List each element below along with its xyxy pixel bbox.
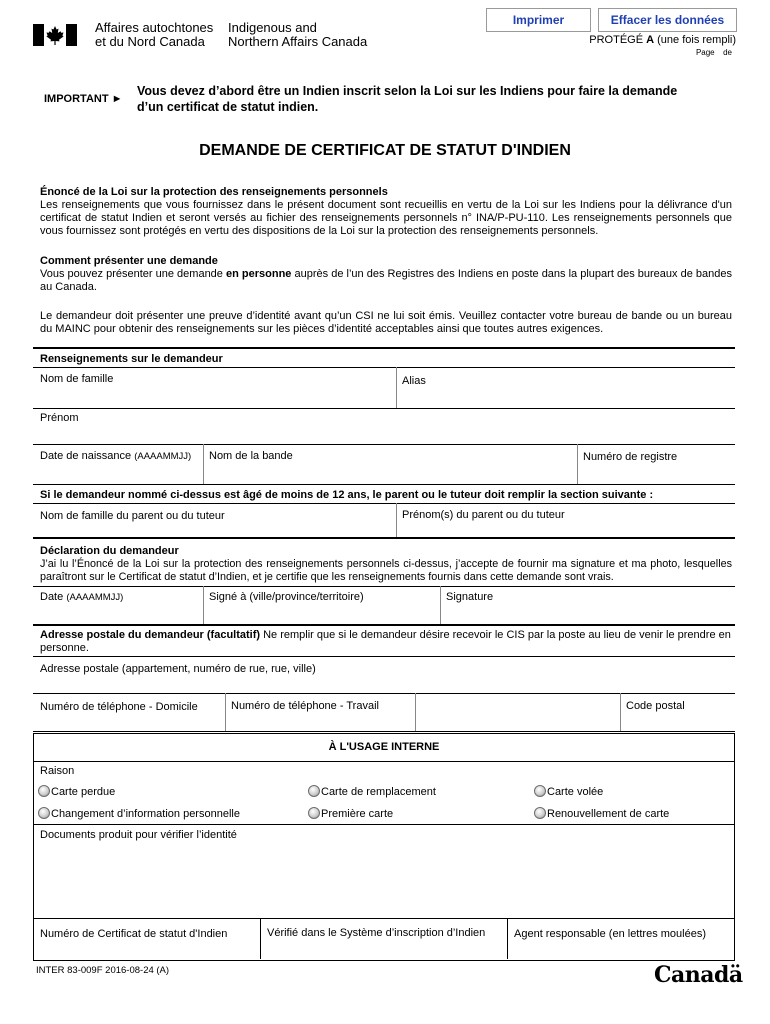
phone-work-field[interactable]: Numéro de téléphone - Travail bbox=[231, 700, 379, 712]
mailing-note: Ne remplir que si le demandeur désire recevoir le CIS par la poste au lieu de venir le prendre en personne. bbox=[40, 629, 731, 654]
page-of: de bbox=[723, 48, 732, 57]
dept-en-line2: Northern Affairs Canada bbox=[228, 34, 368, 49]
how-to-heading: Comment présenter une demande bbox=[40, 255, 218, 267]
divider bbox=[260, 918, 261, 959]
page-label: Page bbox=[695, 48, 715, 57]
divider bbox=[203, 586, 204, 624]
protected-prefix: PROTÉGÉ bbox=[589, 34, 644, 46]
department-name-fr bbox=[95, 21, 213, 49]
alias-field[interactable]: Alias bbox=[402, 375, 426, 387]
applicant-heading: Renseignements sur le demandeur bbox=[40, 353, 223, 365]
protected-level: A bbox=[646, 34, 655, 46]
family-name-field[interactable]: Nom de famille bbox=[40, 373, 114, 385]
important-line1: Vous devez d’abord être un Indien inscrit selon la Loi sur les Indiens pour faire la demande bbox=[137, 84, 678, 98]
canada-wordmark bbox=[654, 962, 743, 988]
divider bbox=[34, 824, 734, 825]
divider bbox=[33, 367, 735, 368]
identity-documents-field[interactable]: Documents produit pour vérifier l’identité bbox=[40, 829, 237, 841]
registry-number-field[interactable]: Numéro de registre bbox=[583, 451, 678, 463]
divider bbox=[225, 693, 226, 731]
certificate-number-field[interactable]: Numéro de Certificat de statut d'Indien bbox=[40, 928, 228, 940]
radio-icon[interactable] bbox=[38, 785, 50, 797]
section-divider bbox=[33, 537, 735, 539]
privacy-heading: Énoncé de la Loi sur la protection des renseignements personnels bbox=[40, 186, 388, 198]
divider bbox=[33, 484, 735, 485]
clear-data-button[interactable]: Effacer les données bbox=[598, 8, 737, 32]
divider bbox=[620, 693, 621, 731]
divider bbox=[33, 656, 735, 657]
how-to-text-after: auprès de l’un des Registres des Indiens en poste dans la plupart des bureaux de bandes au Canada. bbox=[40, 268, 732, 293]
wordmark-text: Canadä bbox=[654, 962, 743, 988]
divider bbox=[33, 731, 735, 732]
phone-home-field[interactable]: Numéro de téléphone - Domicile bbox=[40, 701, 198, 713]
declaration-heading: Déclaration du demandeur bbox=[40, 545, 179, 557]
section-divider bbox=[33, 347, 735, 349]
how-to-text-before: Vous pouvez présenter une demande bbox=[40, 268, 223, 280]
divider bbox=[440, 586, 441, 624]
radio-icon[interactable] bbox=[308, 785, 320, 797]
print-button[interactable]: Imprimer bbox=[486, 8, 591, 32]
divider bbox=[33, 586, 735, 587]
mailing-heading bbox=[40, 629, 732, 655]
option-label: Carte perdue bbox=[51, 786, 116, 798]
divider bbox=[396, 367, 397, 408]
dept-fr-line1: Affaires autochtones bbox=[95, 20, 214, 35]
divider bbox=[34, 918, 734, 919]
department-name-en bbox=[228, 21, 367, 49]
important-notice bbox=[137, 83, 677, 115]
dept-en-line1: Indigenous and bbox=[228, 20, 317, 35]
form-number: INTER 83-009F 2016-08-24 (A) bbox=[36, 965, 170, 976]
how-to-text-2: Le demandeur doit présenter une preuve d’identité avant qu’un CSI ne lui soit émis. Veuillez contacter votre bureau de bande ou un bureau du MAINC pour obtenir des renseignements sur les pièces d’identité acceptables ainsi que toutes autres exigences. bbox=[40, 310, 732, 335]
radio-icon[interactable] bbox=[308, 807, 320, 819]
band-name-field[interactable]: Nom de la bande bbox=[209, 450, 293, 462]
radio-icon[interactable] bbox=[534, 807, 546, 819]
internal-use-heading: À L'USAGE INTERNE bbox=[328, 741, 440, 753]
signed-at-field[interactable]: Signé à (ville/province/territoire) bbox=[209, 591, 364, 603]
decl-date-label: Date bbox=[40, 591, 64, 603]
form-title: DEMANDE DE CERTIFICAT DE STATUT D'INDIEN bbox=[199, 142, 571, 159]
decl-date-format: (AAAAMMJJ) bbox=[66, 592, 124, 603]
dob-label: Date de naissance bbox=[40, 450, 132, 462]
protected-classification bbox=[589, 34, 736, 46]
dob-format: (AAAAMMJJ) bbox=[134, 451, 192, 462]
option-label: Renouvellement de carte bbox=[547, 808, 670, 820]
signature-field[interactable]: Signature bbox=[446, 591, 494, 603]
verified-field[interactable]: Vérifié dans le Système d’inscription d’Indien bbox=[267, 927, 486, 939]
divider bbox=[507, 918, 508, 959]
section-divider bbox=[33, 624, 735, 626]
how-to-text-bold: en personne bbox=[226, 268, 292, 280]
mailing-address-field[interactable]: Adresse postale (appartement, numéro de rue, rue, ville) bbox=[40, 663, 316, 675]
declaration-text: J’ai lu l’Énoncé de la Loi sur la protection des renseignements personnels ci-dessus, j’accepte de fournir ma signature et ma photo, lesquelles paraîtront sur le Certificat de statut d’Indien, et je certifie que les renseignements fournis dans cette demande sont vrais. bbox=[40, 558, 732, 583]
option-renewal[interactable] bbox=[534, 807, 669, 821]
postal-code-field[interactable]: Code postal bbox=[626, 700, 685, 712]
option-stolen-card[interactable] bbox=[534, 785, 603, 799]
important-label: IMPORTANT ► bbox=[44, 93, 123, 105]
divider bbox=[203, 444, 204, 484]
divider bbox=[33, 408, 735, 409]
option-label: Carte volée bbox=[547, 786, 604, 798]
option-lost-card[interactable] bbox=[38, 785, 115, 799]
option-label: Changement d’information personnelle bbox=[51, 808, 240, 820]
agent-field[interactable]: Agent responsable (en lettres moulées) bbox=[514, 928, 706, 940]
dept-fr-line2: et du Nord Canada bbox=[95, 34, 205, 49]
mailing-heading-bold: Adresse postale du demandeur (facultatif) bbox=[40, 629, 261, 641]
guardian-family-name-field[interactable]: Nom de famille du parent ou du tuteur bbox=[40, 510, 225, 522]
divider bbox=[577, 444, 578, 484]
divider bbox=[33, 693, 735, 694]
protected-suffix: (une fois rempli) bbox=[657, 34, 736, 46]
option-label: Première carte bbox=[321, 808, 394, 820]
canada-flag-icon bbox=[33, 24, 77, 46]
option-label: Carte de remplacement bbox=[321, 786, 436, 798]
divider bbox=[34, 761, 734, 762]
divider bbox=[33, 444, 735, 445]
option-first-card[interactable] bbox=[308, 807, 393, 821]
radio-icon[interactable] bbox=[534, 785, 546, 797]
declaration-date-field[interactable] bbox=[40, 591, 123, 604]
date-of-birth-field[interactable] bbox=[40, 450, 191, 463]
reason-label: Raison bbox=[40, 765, 75, 777]
divider bbox=[415, 693, 416, 731]
first-name-field[interactable]: Prénom bbox=[40, 412, 79, 424]
guardian-first-names-field[interactable]: Prénom(s) du parent ou du tuteur bbox=[402, 509, 565, 521]
radio-icon[interactable] bbox=[38, 807, 50, 819]
divider bbox=[33, 503, 735, 504]
guardian-heading: Si le demandeur nommé ci-dessus est âgé de moins de 12 ans, le parent ou le tuteur doit remplir la section suivante : bbox=[40, 489, 654, 501]
option-replacement-card[interactable] bbox=[308, 785, 436, 799]
page-number bbox=[696, 48, 732, 57]
option-info-change[interactable] bbox=[38, 807, 240, 821]
divider bbox=[396, 503, 397, 537]
important-line2: d’un certificat de statut indien. bbox=[137, 100, 319, 114]
how-to-text bbox=[40, 268, 732, 294]
privacy-text: Les renseignements que vous fournissez dans le présent document sont recueillis en vertu de la Loi sur les Indiens pour la délivrance d'un certificat de statut Indien et seront versés au fichier des renseignements personnels n° INA/P-PU-110. Les renseignements personnels que vous fournissez sont protégés en vertu des dispositions de la Loi sur la protection des renseignements personnels. bbox=[40, 199, 732, 237]
